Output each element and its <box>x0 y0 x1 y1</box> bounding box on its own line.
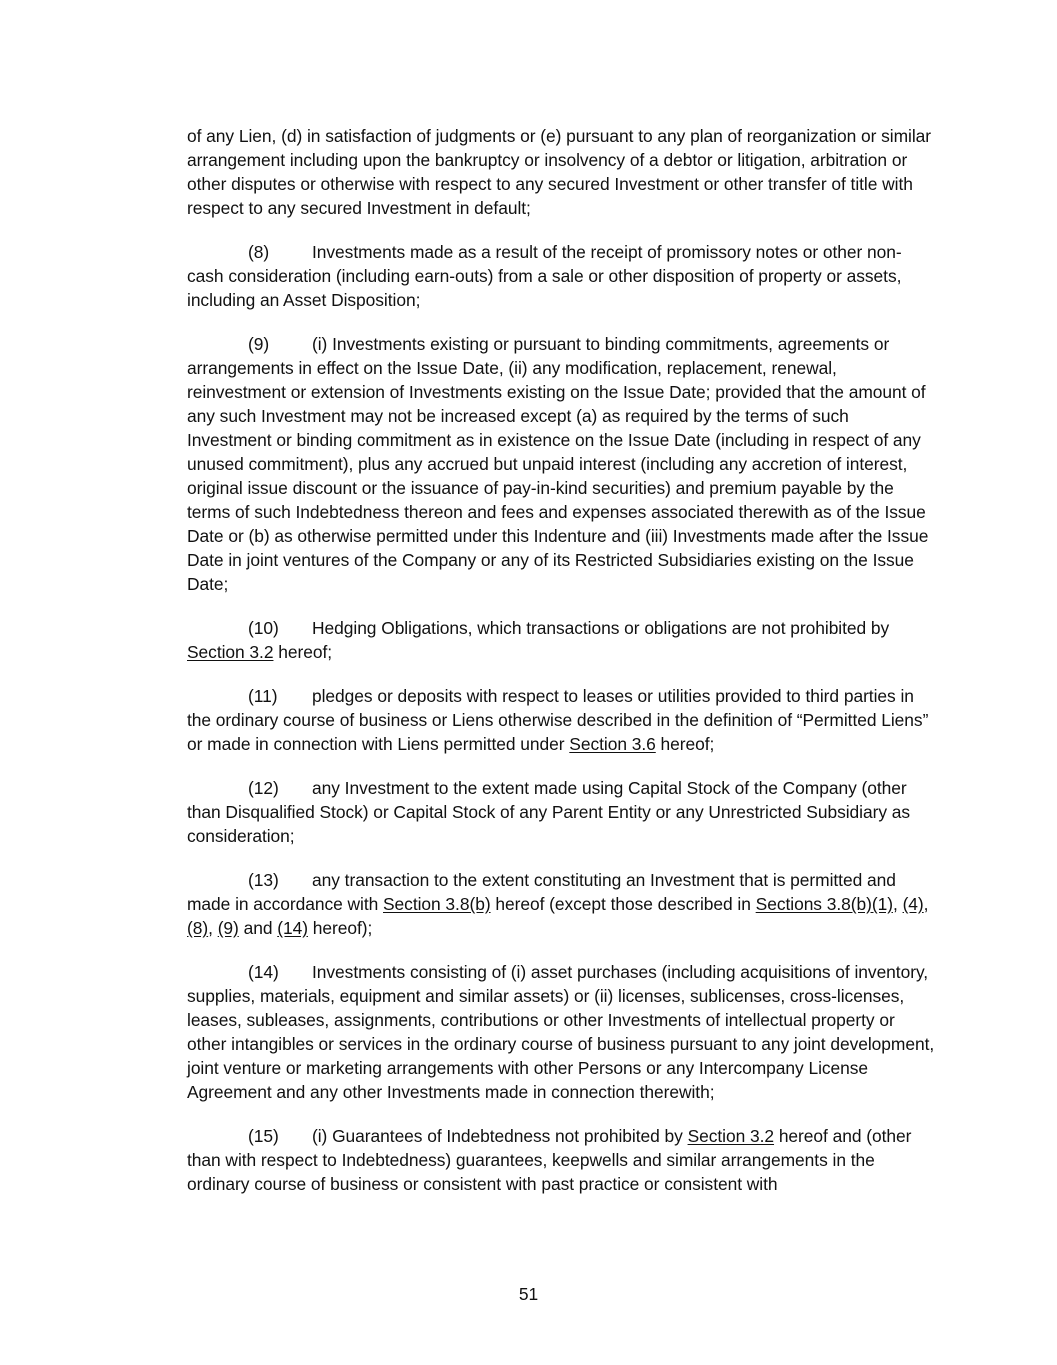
paragraph <box>187 776 937 848</box>
paragraph-text: Investments consisting of (i) asset purchases (including acquisitions of inventory, supplies, materials, equipment and similar assets) or (ii) licenses, sublicenses, cross-licenses, leases, subleases, assignments, contributions or other Investments of intellectual property or other intangibles or services in the ordinary course of business pursuant to any joint development, joint venture or marketing arrangements with other Persons or any Intercompany License Agreement and any other Investments made in connection therewith; <box>187 962 935 1102</box>
paragraph <box>187 684 937 756</box>
clause-number: (9) <box>248 334 270 354</box>
paragraph-text: of any Lien, (d) in satisfaction of judgments or (e) pursuant to any plan of reorganization or similar arrangement including upon the bankruptcy or insolvency of a debtor or litigation, arbitration or other disputes or otherwise with respect to any secured Investment or other transfer of title with respect to any secured Investment in default; <box>187 126 932 218</box>
paragraph-text: pledges or deposits with respect to leases or utilities provided to third parties in the ordinary course of business or Liens otherwise described in the definition of “Permitted Liens” or made in connection with Liens permitted under <box>187 686 929 754</box>
paragraph-text: and <box>238 918 278 938</box>
paragraph-text: (i) Guarantees of Indebtedness not prohibited by <box>312 1126 688 1146</box>
section-reference[interactable]: Sections 3.8(b)(1) <box>755 894 893 914</box>
paragraph-text: hereof; <box>273 642 333 662</box>
paragraph <box>187 124 937 220</box>
paragraph-text: hereof (except those described in <box>490 894 756 914</box>
clause-number: (8) <box>248 242 270 262</box>
clause-number: (10) <box>248 618 279 638</box>
section-reference[interactable]: Section 3.8(b) <box>383 894 491 914</box>
paragraph-text: hereof); <box>307 918 373 938</box>
paragraph <box>187 960 937 1104</box>
section-reference[interactable]: Section 3.6 <box>569 734 656 754</box>
paragraph-text: hereof and (other than with respect to Indebtedness) guarantees, keepwells and similar arrangements in the ordinary course of business or consistent with past practice or consistent with <box>187 1126 912 1194</box>
section-reference[interactable]: (4) <box>902 894 924 914</box>
clause-number: (15) <box>248 1126 279 1146</box>
section-reference[interactable]: (9) <box>217 918 239 938</box>
page-number: 51 <box>518 1284 539 1304</box>
section-reference[interactable]: Section 3.2 <box>187 642 274 662</box>
paragraph <box>187 240 937 312</box>
clause-number: (14) <box>248 962 279 982</box>
paragraph-text: , <box>208 918 218 938</box>
clause-number: (12) <box>248 778 279 798</box>
paragraph <box>187 332 937 596</box>
paragraph-text: , <box>892 894 903 914</box>
clause-number: (13) <box>248 870 279 890</box>
paragraph-text: any transaction to the extent constituting an Investment that is permitted and made in accordance with <box>187 870 896 914</box>
paragraph-text: (i) Investments existing or pursuant to binding commitments, agreements or arrangements in effect on the Issue Date, (ii) any modification, replacement, renewal, reinvestment or extension of Investments existing on the Issue Date; provided that the amount of any such Investment may not be increased except (a) as required by the terms of such Investment or binding commitment as in existence on the Issue Date (including in respect of any unused commitment), plus any accrued but unpaid interest (including any accretion of interest, original issue discount or the issuance of pay-in-kind securities) and premium payable by the terms of such Indebtedness thereon and fees and expenses associated therewith as of the Issue Date or (b) as otherwise permitted under this Indenture and (iii) Investments made after the Issue Date in joint ventures of the Company or any of its Restricted Subsidiaries existing on the Issue Date; <box>187 334 929 594</box>
section-reference[interactable]: Section 3.2 <box>687 1126 775 1146</box>
document-body <box>187 124 937 1216</box>
paragraph-text: any Investment to the extent made using Capital Stock of the Company (other than Disqualified Stock) or Capital Stock of any Parent Entity or any Unrestricted Subsidiary as consideration; <box>187 778 911 846</box>
section-reference[interactable]: (8) <box>187 918 209 938</box>
clause-number: (11) <box>248 686 278 706</box>
paragraph-text: hereof; <box>655 734 715 754</box>
paragraph-text: Investments made as a result of the receipt of promissory notes or other non-cash consideration (including earn-outs) from a sale or other disposition of property or assets, including an Asset Disposition; <box>187 242 902 310</box>
paragraph <box>187 1124 937 1196</box>
paragraph-text: Hedging Obligations, which transactions or obligations are not prohibited by <box>312 618 890 638</box>
paragraph <box>187 868 937 940</box>
paragraph <box>187 616 937 664</box>
section-reference[interactable]: (14) <box>277 918 308 938</box>
paragraph-text: , <box>923 894 929 914</box>
